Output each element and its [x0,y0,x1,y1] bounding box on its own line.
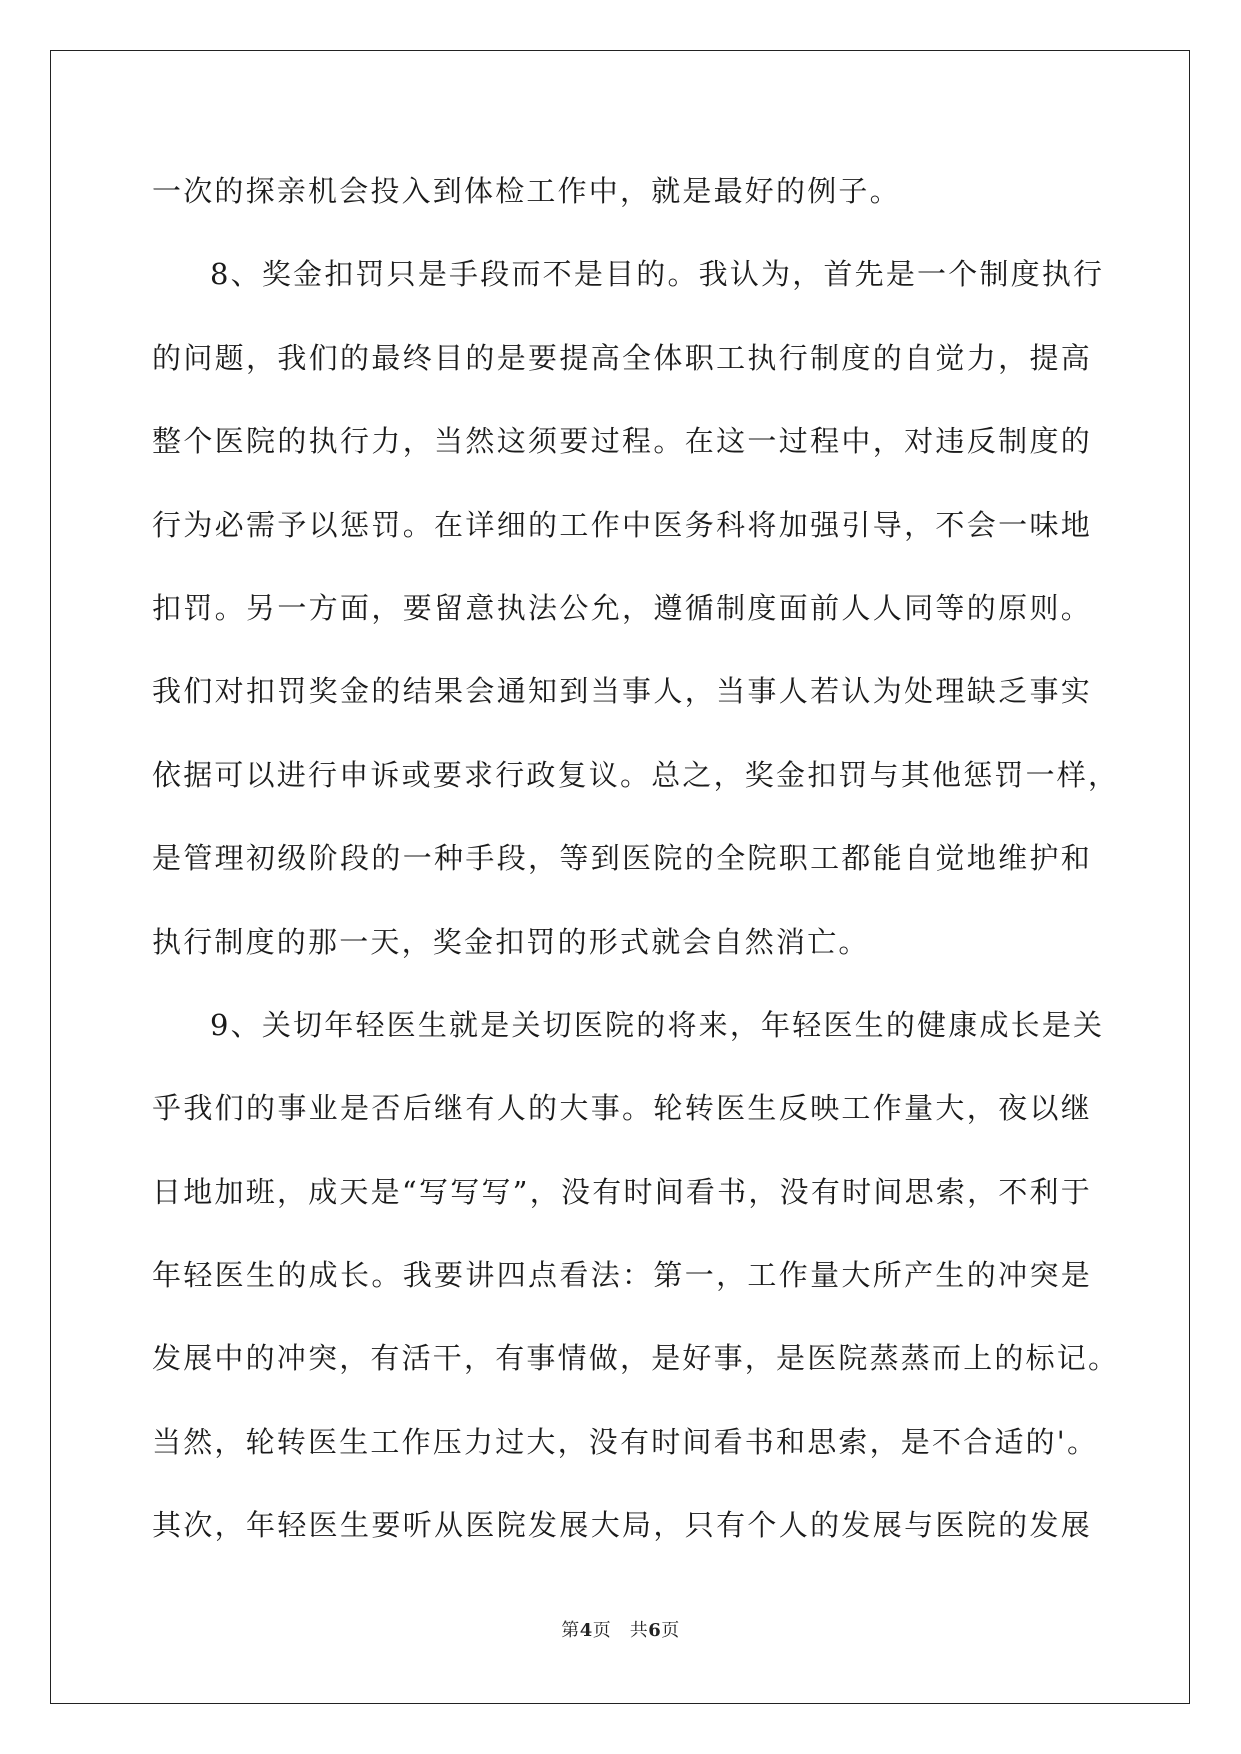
text-line: 8、奖金扣罚只是手段而不是目的。我认为，首先是一个制度执行 [210,257,1105,292]
text-line: 年轻医生的成长。我要讲四点看法：第一，工作量大所产生的冲突是 [152,1258,1092,1293]
text-line: 我们对扣罚奖金的结果会通知到当事人，当事人若认为处理缺乏事实 [152,674,1092,709]
text-line: 其次，年轻医生要听从医院发展大局，只有个人的发展与医院的发展 [152,1508,1092,1543]
text-line: 行为必需予以惩罚。在详细的工作中医务科将加强引导，不会一味地 [152,507,1092,542]
text-line: 扣罚。另一方面，要留意执法公允，遵循制度面前人人同等的原则。 [152,590,1092,625]
text-line: 发展中的冲突，有活干，有事情做，是好事，是医院蒸蒸而上的标记。 [152,1341,1120,1376]
text-line: 整个医院的执行力，当然这须要过程。在这一过程中，对违反制度的 [152,424,1092,459]
page-mid: 页 共 [592,1620,649,1641]
current-page: 4 [579,1620,593,1641]
text-line: 依据可以进行申诉或要求行政复议。总之，奖金扣罚与其他惩罚一样， [152,757,1120,792]
total-pages: 6 [648,1620,662,1641]
text-line: 9、关切年轻医生就是关切医院的将来，年轻医生的健康成长是关 [210,1007,1105,1042]
text-line: 当然，轮转医生工作压力过大，没有时间看书和思索，是不合适的'。 [152,1424,1099,1459]
text-line: 是管理初级阶段的一种手段，等到医院的全院职工都能自觉地维护和 [152,841,1092,876]
document-body [152,150,1120,1568]
text-line: 日地加班，成天是“写写写”，没有时间看书，没有时间思索，不利于 [152,1174,1092,1209]
page-number-footer [0,1616,1241,1642]
text-line: 的问题，我们的最终目的是要提高全体职工执行制度的自觉力，提高 [152,340,1092,375]
text-line: 乎我们的事业是否后继有人的大事。轮转医生反映工作量大，夜以继 [152,1091,1092,1126]
page-suffix: 页 [661,1620,680,1641]
text-line: 执行制度的那一天，奖金扣罚的形式就会自然消亡。 [152,924,870,959]
page-prefix: 第 [561,1620,580,1641]
text-line: 一次的探亲机会投入到体检工作中，就是最好的例子。 [152,174,901,208]
